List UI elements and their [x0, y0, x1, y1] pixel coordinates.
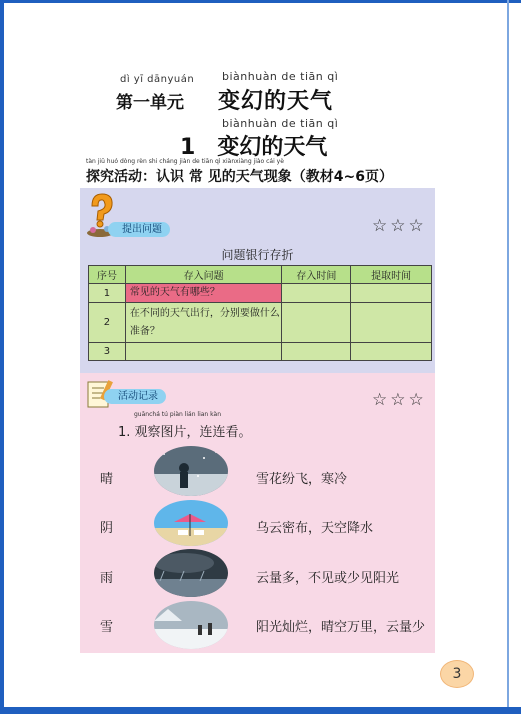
- weather-word-snowy[interactable]: 雪: [100, 620, 114, 635]
- column-header-question: 存入问题: [125, 266, 282, 284]
- weather-word-cloudy[interactable]: 阴: [100, 521, 114, 536]
- lesson-title-pinyin: biànhuàn de tiān qì: [222, 117, 339, 130]
- activity-record-badge: 活动记录: [104, 389, 166, 404]
- observe-task-text: 1. 观察图片，连连看。: [118, 425, 252, 440]
- deposit-time-cell[interactable]: [282, 303, 351, 343]
- page-frame-bottom: [0, 707, 521, 714]
- lesson-number: 1: [180, 135, 196, 160]
- description-overcast[interactable]: 云量多，不见或少见阳光: [256, 571, 400, 586]
- activity-rating-stars[interactable]: ☆☆☆: [372, 390, 427, 410]
- page-number-badge: 3: [440, 660, 474, 688]
- task-pinyin: guānchá tú piàn lián lian kàn: [134, 411, 221, 418]
- explore-pinyin: tàn jiū huó dòng rèn shi cháng jiàn de tiān qì xiànxiàng jiào cái yè: [86, 158, 284, 165]
- deposit-time-cell[interactable]: [282, 343, 351, 361]
- ask-rating-stars[interactable]: ☆☆☆: [372, 216, 427, 236]
- lesson-title-text: 变幻的天气: [217, 135, 328, 160]
- row-number: 2: [89, 303, 126, 343]
- row-number: 1: [89, 284, 126, 303]
- unit-pinyin: dì yī dānyuán: [120, 74, 195, 85]
- description-rain[interactable]: 乌云密布，天空降水: [256, 521, 374, 536]
- photo-sunny-beach[interactable]: [154, 500, 228, 546]
- ask-question-badge: 提出问题: [108, 222, 170, 237]
- weather-word-sunny[interactable]: 晴: [100, 472, 114, 487]
- unit-subtitle: 变幻的天气: [218, 89, 334, 114]
- source-watermark: 搜狐号@杨杨的麻麻: [368, 692, 486, 707]
- table-row: [89, 284, 432, 303]
- description-sunny[interactable]: 阳光灿烂，晴空万里，云量少: [256, 620, 426, 635]
- table-row: [89, 303, 432, 343]
- question-cell[interactable]: [125, 343, 282, 361]
- page-frame-right: [507, 0, 509, 714]
- weather-word-rainy[interactable]: 雨: [100, 571, 114, 586]
- photo-rain-clouds[interactable]: [154, 549, 228, 597]
- photo-snowy-street[interactable]: [154, 601, 228, 649]
- withdraw-time-cell[interactable]: [351, 303, 432, 343]
- explore-activity-heading: 探究活动：认识 常 见的天气现象（教材4~6页）: [86, 169, 393, 185]
- page-frame-left: [0, 0, 4, 714]
- description-snow[interactable]: 雪花纷飞，寒冷: [256, 472, 348, 487]
- column-header-withdraw-time: 提取时间: [351, 266, 432, 284]
- page-frame-top: [0, 0, 521, 3]
- table-header-row: [89, 266, 432, 284]
- question-bank-table: [88, 265, 432, 361]
- deposit-time-cell[interactable]: [282, 284, 351, 303]
- column-header-deposit-time: 存入时间: [282, 266, 351, 284]
- photo-snowstorm[interactable]: [154, 446, 228, 496]
- row-number: 3: [89, 343, 126, 361]
- question-cell[interactable]: 常见的天气有哪些？: [125, 284, 282, 303]
- unit-title: 第一单元: [116, 93, 184, 113]
- question-bank-title: 问题银行存折: [221, 248, 294, 262]
- withdraw-time-cell[interactable]: [351, 343, 432, 361]
- unit-subtitle-pinyin: biànhuàn de tiān qì: [222, 70, 339, 83]
- column-header-number: 序号: [89, 266, 126, 284]
- table-row: [89, 343, 432, 361]
- withdraw-time-cell[interactable]: [351, 284, 432, 303]
- question-cell[interactable]: 在不同的天气出行，分别要做什么准备？: [125, 303, 282, 343]
- lesson-title: [180, 130, 327, 161]
